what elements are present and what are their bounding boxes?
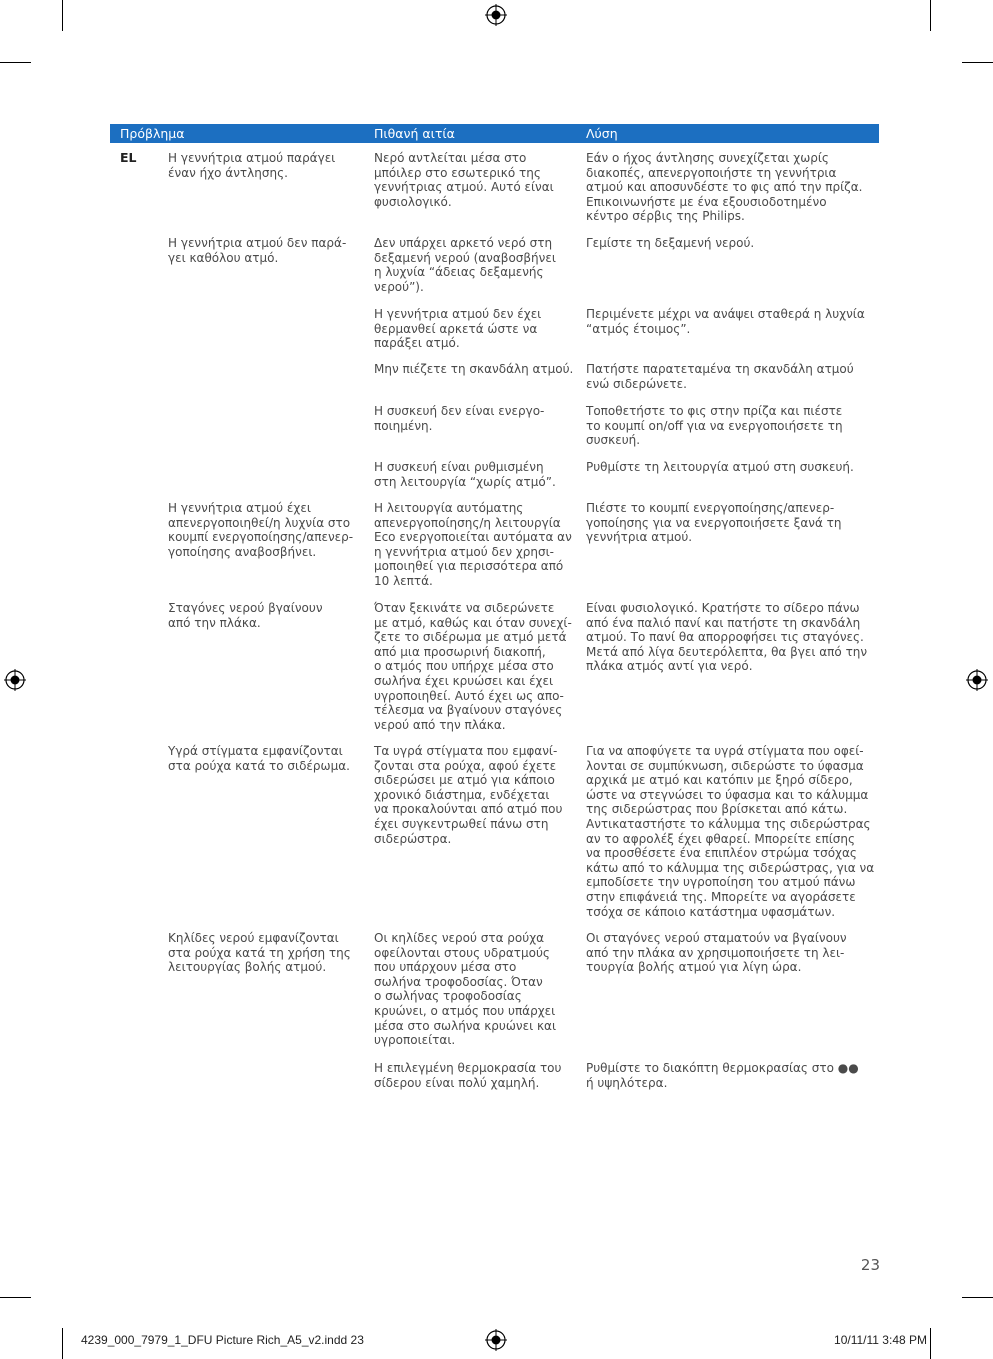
- page-number: 23: [860, 1256, 880, 1274]
- problem-cell: Κηλίδες νερού εμφανίζονται στα ρούχα κατά τη χρήση της λειτουργίας βολής ατμού.: [168, 931, 351, 975]
- crop-mark: [930, 1328, 931, 1359]
- solution-cell: Εάν ο ήχος άντλησης συνεχίζεται χωρίς διακοπές, απενεργοποιήστε τη γεννήτρια ατμού και αποσυνδέστε το φις από την πρίζα. Επικοινωνήστε με ένα εξουσιοδοτημένο κέντρο σέρβις της Philips.: [586, 151, 863, 224]
- cause-cell: Η συσκευή είναι ρυθμισμένη στη λειτουργία “χωρίς ατμό”.: [374, 460, 556, 489]
- cause-cell: Τα υγρά στίγματα που εμφανί- ζονται στα ρούχα, αφού έχετε σιδερώσει με ατμό για κάποιο χρονικό διάστημα, ενδέχεται να προκαλούνται από ατμό που έχει συγκεντρωθεί πάνω στη σιδερώστρα.: [374, 744, 563, 846]
- solution-cell: Πιέστε το κουμπί ενεργοποίησης/απενερ- γοποίησης για να ενεργοποιήσετε ξανά τη γεννήτρια ατμού.: [586, 501, 842, 545]
- solution-cell: Ρυθμίστε τη λειτουργία ατμού στη συσκευή.: [586, 460, 854, 474]
- footer-date-slug: 10/11/11 3:48 PM: [834, 1333, 927, 1347]
- registration-mark-icon: [966, 669, 988, 691]
- solution-cell: Πατήστε παρατεταμένα τη σκανδάλη ατμού ενώ σιδερώνετε.: [586, 362, 854, 391]
- solution-cell: Γεμίστε τη δεξαμενή νερού.: [586, 236, 755, 250]
- solution-cell: Είναι φυσιολογικό. Κρατήστε το σίδερο πάνω από ένα παλιό πανί και πατήστε τη σκανδάλη ατμού. Το πανί θα απορροφήσει τις σταγόνες. Μετά από λίγα δευτερόλεπτα, θα βγει από την πλάκα ατμός αντί για νερό.: [586, 601, 868, 674]
- solution-cell: Για να αποφύγετε τα υγρά στίγματα που οφεί- λονται σε συμπύκνωση, σιδερώστε το ύφασμα αρχικά με ατμό και κατόπιν με ξηρό σίδερο, ώστε να στεγνώσει το ύφασμα και το κάλυμμα της σιδερώστρας που βρίσκεται από κάτω. Αντικαταστήστε το κάλυμμα της σιδερώστρας αν το αφρολέξ έχει φθαρεί. Μπορείτε επίσης να προσθέσετε ένα επιπλέον στρώμα τσόχας κάτω από το κάλυμμα της σιδερώστρας, για να εμποδίσετε την υγροποίηση του ατμού πάνω στην επιφάνειά της. Μπορείτε να αγοράσετε τσόχα σε κάποιο κατάστημα υφασμάτων.: [586, 744, 875, 919]
- crop-mark: [930, 0, 931, 31]
- header-cause: Πιθανή αιτία: [374, 126, 455, 141]
- problem-cell: Σταγόνες νερού βγαίνουν από την πλάκα.: [168, 601, 323, 630]
- problem-cell: Η γεννήτρια ατμού δεν παρά- γει καθόλου ατμό.: [168, 236, 347, 265]
- solution-cell: Περιμένετε μέχρι να ανάψει σταθερά η λυχνία “ατμός έτοιμος”.: [586, 307, 865, 336]
- solution-cell: Τοποθετήστε το φις στην πρίζα και πιέστε το κουμπί on/off για να ενεργοποιήσετε τη συσκευή.: [586, 404, 843, 448]
- problem-cell: Η γεννήτρια ατμού παράγει έναν ήχο άντλησης.: [168, 151, 336, 180]
- cause-cell: Οι κηλίδες νερού στα ρούχα οφείλονται στους υδρατμούς που υπάρχουν μέσα στο σωλήνα τροφοδοσίας. Όταν ο σωλήνας τροφοδοσίας κρυώνει, ο ατμός που υπάρχει μέσα στο σωλήνα κρυώνει και υγροποιείται.: [374, 931, 557, 1048]
- cause-cell: Η επιλεγμένη θερμοκρασία του σίδερου είναι πολύ χαμηλή.: [374, 1061, 562, 1090]
- crop-mark: [0, 1297, 31, 1298]
- footer-file-slug: 4239_000_7979_1_DFU Picture Rich_A5_v2.indd 23: [81, 1333, 364, 1347]
- header-problem: Πρόβλημα: [120, 126, 185, 141]
- cause-cell: Η λειτουργία αυτόματης απενεργοποίησης/η λειτουργία Eco ενεργοποιείται αυτόματα αν η γεννήτρια ατμού δεν χρησι- μοποιηθεί για περισσότερα από 10 λεπτά.: [374, 501, 572, 588]
- language-code: EL: [120, 150, 137, 165]
- table-header: [110, 124, 879, 143]
- solution-cell: Ρυθμίστε το διακόπτη θερμοκρασίας στο ●● ή υψηλότερα.: [586, 1061, 859, 1090]
- cause-cell: Δεν υπάρχει αρκετό νερό στη δεξαμενή νερού (αναβοσβήνει η λυχνία “άδειας δεξαμενής νερού”).: [374, 236, 556, 294]
- problem-cell: Υγρά στίγματα εμφανίζονται στα ρούχα κατά το σιδέρωμα.: [168, 744, 350, 773]
- cause-cell: Μην πιέζετε τη σκανδάλη ατμού.: [374, 362, 574, 376]
- cause-cell: Η γεννήτρια ατμού δεν έχει θερμανθεί αρκετά ώστε να παράξει ατμό.: [374, 307, 542, 351]
- cause-cell: Νερό αντλείται μέσα στο μπόιλερ στο εσωτερικό της γεννήτριας ατμού. Αυτό είναι φυσιολογικό.: [374, 151, 554, 209]
- crop-mark: [962, 1297, 993, 1298]
- crop-mark: [62, 1328, 63, 1359]
- header-solution: Λύση: [586, 126, 618, 141]
- crop-mark: [0, 62, 31, 63]
- registration-mark-icon: [4, 669, 26, 691]
- registration-mark-icon: [485, 4, 507, 26]
- cause-cell: Όταν ξεκινάτε να σιδερώνετε με ατμό, καθώς και όταν συνεχί- ζετε το σιδέρωμα με ατμό μετά από μια προσωρινή διακοπή, ο ατμός που υπήρχε μέσα στο σωλήνα έχει κρυώσει και έχει υγροποιηθεί. Αυτό έχει ως απο- τέλεσμα να βγαίνουν σταγόνες νερού από την πλάκα.: [374, 601, 572, 732]
- cause-cell: Η συσκευή δεν είναι ενεργο- ποιημένη.: [374, 404, 545, 433]
- crop-mark: [62, 0, 63, 31]
- problem-cell: Η γεννήτρια ατμού έχει απενεργοποιηθεί/η λυχνία στο κουμπί ενεργοποίησης/απενερ- γοποίησης αναβοσβήνει.: [168, 501, 354, 559]
- crop-mark: [962, 62, 993, 63]
- registration-mark-icon: [485, 1329, 507, 1351]
- solution-cell: Οι σταγόνες νερού σταματούν να βγαίνουν από την πλάκα αν χρησιμοποιήσετε τη λει- τουργία βολής ατμού για λίγη ώρα.: [586, 931, 847, 975]
